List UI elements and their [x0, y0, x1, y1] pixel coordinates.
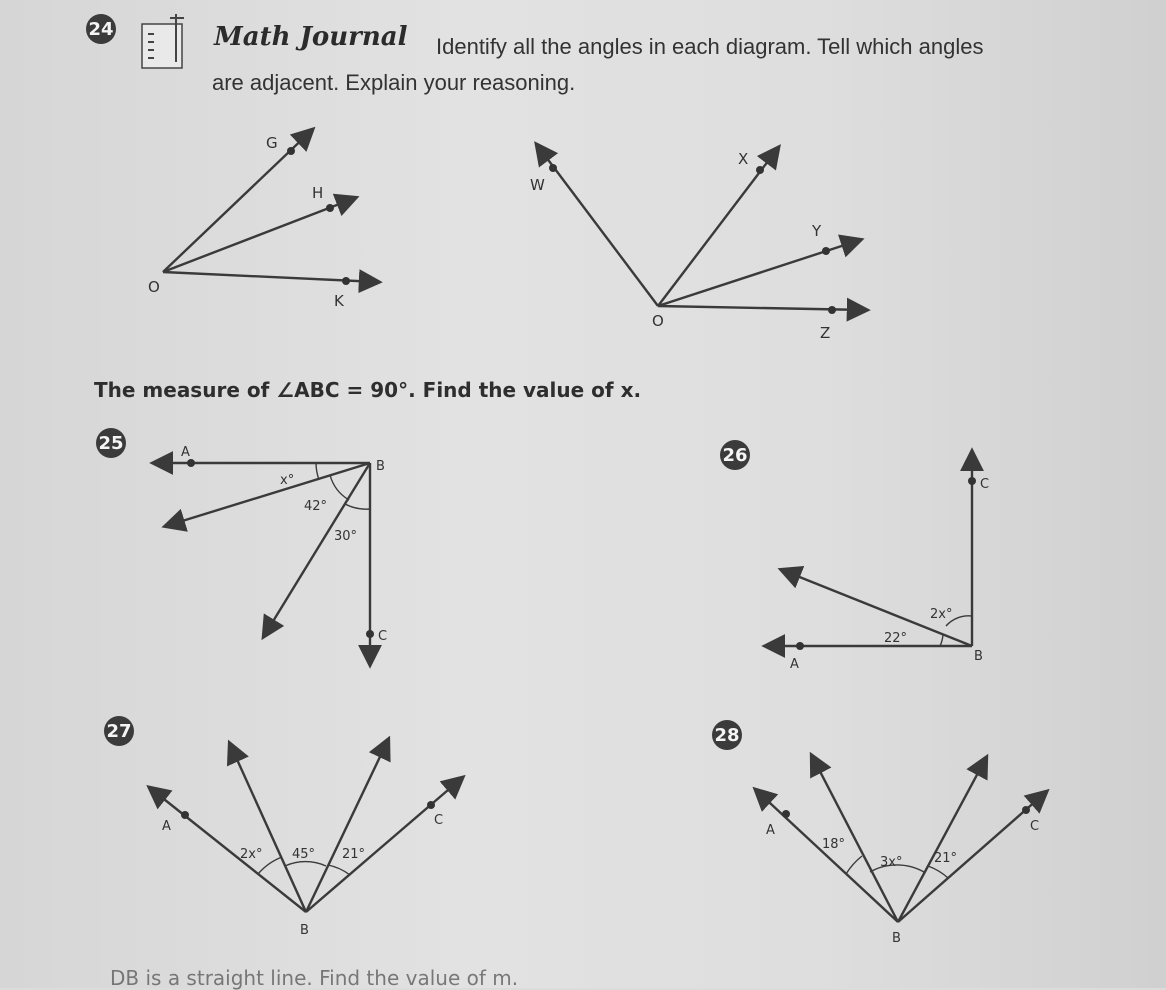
next-problem-text-cutoff: DB is a straight line. Find the value of m.	[110, 966, 519, 990]
label-k: K	[334, 292, 344, 310]
p26-label-b: B	[974, 649, 983, 664]
problem-25-number: 25	[96, 428, 126, 458]
p27-label-b: B	[300, 923, 309, 938]
p28-angle-21: 21°	[934, 851, 958, 866]
p25-label-b: B	[376, 459, 385, 474]
problem-27-number: 27	[104, 716, 134, 746]
p25-angle-42: 42°	[304, 499, 328, 514]
p25-angle-30: 30°	[334, 529, 358, 544]
label-h: H	[312, 184, 324, 202]
problem-24-text-line2: are adjacent. Explain your reasoning.	[212, 70, 576, 95]
label-z: Z	[820, 324, 831, 342]
p27-label-c: C	[434, 813, 444, 828]
label-y: Y	[812, 222, 822, 240]
section-instruction: The measure of ∠ABC = 90°. Find the value of x.	[94, 378, 642, 402]
p27-label-a: A	[162, 819, 171, 834]
p28-label-c: C	[1030, 819, 1040, 834]
p26-label-c: C	[980, 477, 990, 492]
p27-angle-45: 45°	[292, 847, 316, 862]
label-x: X	[738, 150, 749, 168]
p25-angle-x: x°	[280, 473, 295, 488]
p28-angle-3x: 3x°	[880, 855, 903, 870]
label-o-left: O	[148, 278, 160, 296]
p27-angle-21: 21°	[342, 847, 366, 862]
p25-label-a: A	[181, 445, 190, 460]
label-o-right: O	[652, 312, 664, 330]
label-w: W	[530, 176, 545, 194]
p28-angle-18: 18°	[822, 837, 846, 852]
p27-angle-2x: 2x°	[240, 847, 263, 862]
problem-28-number: 28	[712, 720, 742, 750]
p25-label-c: C	[378, 629, 388, 644]
p26-angle-2x: 2x°	[930, 607, 953, 622]
p28-label-b: B	[892, 931, 901, 946]
p26-angle-22: 22°	[884, 631, 908, 646]
problem-26-number: 26	[720, 440, 750, 470]
problem-24-text-line1: Identify all the angles in each diagram. Tell which angles	[436, 34, 984, 59]
p26-label-a: A	[790, 657, 799, 672]
math-journal-title: Math Journal	[214, 22, 408, 52]
problem-24-number: 24	[86, 14, 116, 44]
label-g: G	[266, 134, 278, 152]
p28-label-a: A	[766, 823, 775, 838]
